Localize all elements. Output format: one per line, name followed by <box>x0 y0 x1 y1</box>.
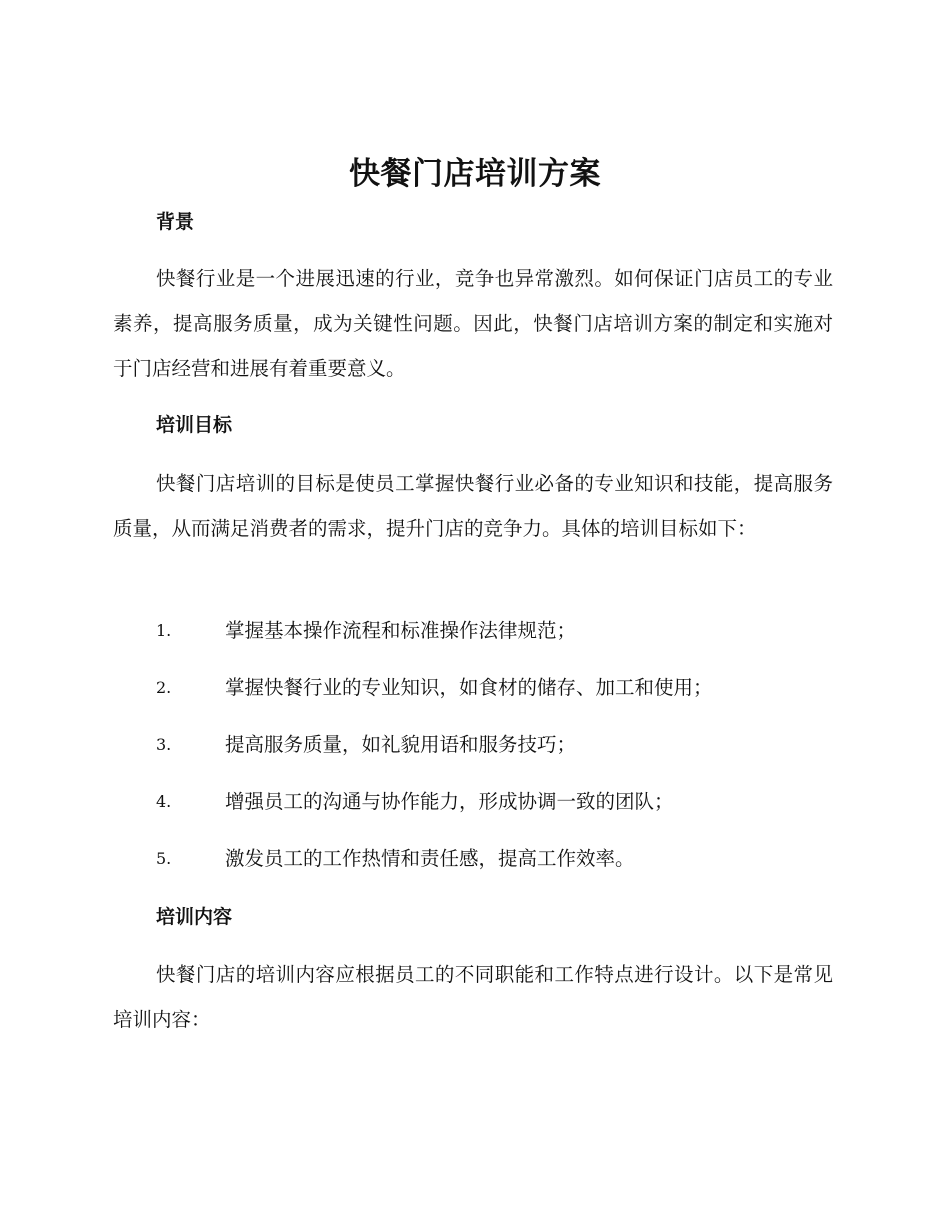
list-item-text: 增强员工的沟通与协作能力，形成协调一致的团队； <box>225 790 674 813</box>
list-item-text: 掌握基本操作流程和标准操作法律规范； <box>225 619 577 642</box>
section-heading-background: 背景 <box>156 211 195 233</box>
list-item-text: 激发员工的工作热情和责任感，提高工作效率。 <box>225 847 635 870</box>
section-heading-goals: 培训目标 <box>156 414 233 436</box>
section-heading-content: 培训内容 <box>156 906 233 928</box>
list-item-number: 5. <box>156 849 172 868</box>
list-item-number: 2. <box>156 678 172 697</box>
list-item-text: 提高服务质量，如礼貌用语和服务技巧； <box>225 733 577 756</box>
section-paragraph-content: 快餐门店的培训内容应根据员工的不同职能和工作特点进行设计。以下是常见培训内容： <box>113 963 833 1031</box>
list-item-number: 1. <box>156 621 172 640</box>
document-title: 快餐门店培训方案 <box>349 156 601 192</box>
list-item-number: 3. <box>156 735 172 754</box>
section-paragraph-goals: 快餐门店培训的目标是使员工掌握快餐行业必备的专业知识和技能，提高服务质量，从而满足消费者的需求，提升门店的竞争力。具体的培训目标如下： <box>113 472 833 540</box>
list-item-number: 4. <box>156 792 172 811</box>
list-item-text: 掌握快餐行业的专业知识，如食材的储存、加工和使用； <box>225 676 713 699</box>
section-paragraph-background: 快餐行业是一个进展迅速的行业，竞争也异常激烈。如何保证门店员工的专业素养，提高服务质量，成为关键性问题。因此，快餐门店培训方案的制定和实施对于门店经营和进展有着重要意义。 <box>113 267 833 380</box>
